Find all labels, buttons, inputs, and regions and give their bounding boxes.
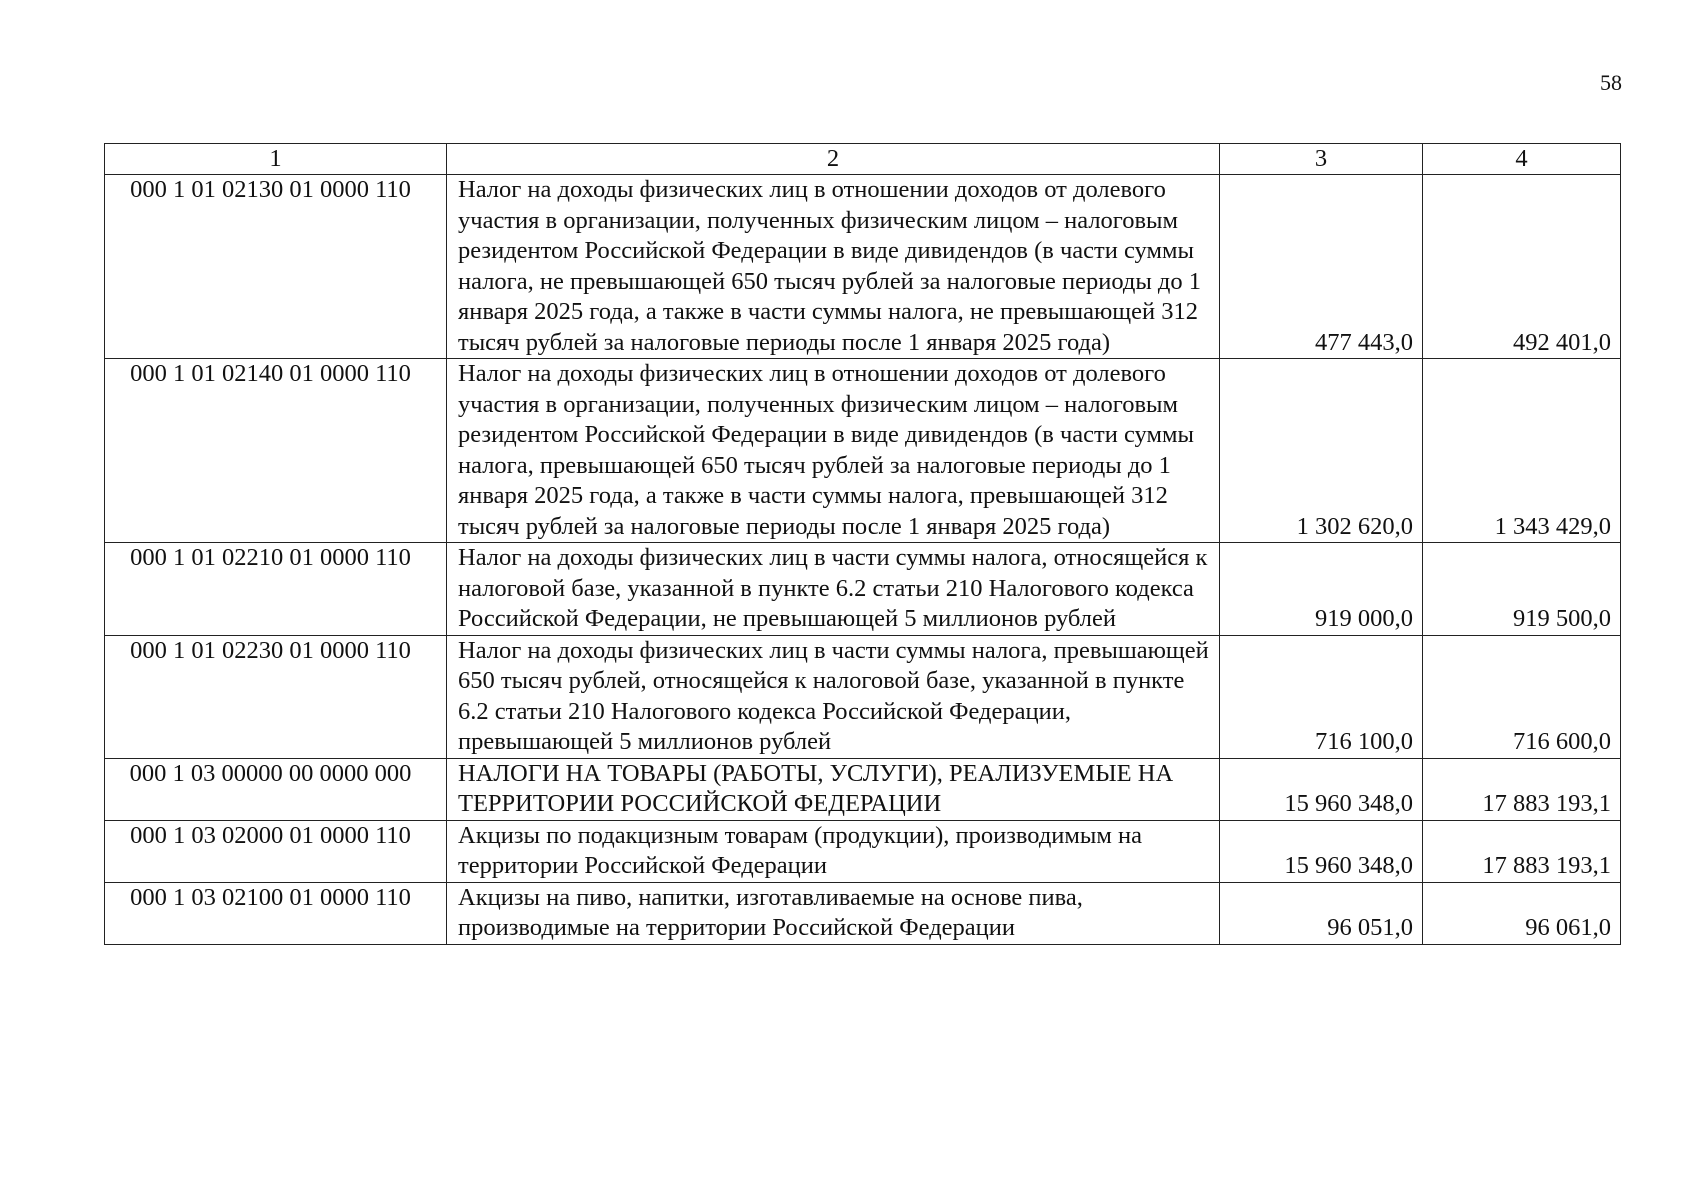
revenue-name-cell: Налог на доходы физических лиц в части суммы налога, относящейся к налоговой базе, указанной в пункте 6.2 статьи 210 Налогового кодекса Российской Федерации, не превышающей 5 миллионов рублей (447, 543, 1220, 636)
budget-code-cell: 000 1 01 02140 01 0000 110 (105, 359, 447, 543)
revenue-name-cell: Налог на доходы физических лиц в отношении доходов от долевого участия в организации, полученных физическим лицом – налоговым резидентом Российской Федерации в виде дивидендов (в части суммы налога, не превышающей 650 тысяч рублей за налоговые периоды до 1 января 2025 года, а также в части суммы налога, не превышающей 312 тысяч рублей за налоговые периоды после 1 января 2025 года) (447, 175, 1220, 359)
value-3-cell: 919 000,0 (1220, 543, 1423, 636)
value-3-cell: 96 051,0 (1220, 882, 1423, 944)
table-row (105, 543, 1621, 636)
value-3-cell: 15 960 348,0 (1220, 820, 1423, 882)
revenue-name-cell: Налог на доходы физических лиц в отношении доходов от долевого участия в организации, полученных физическим лицом – налоговым резидентом Российской Федерации в виде дивидендов (в части суммы налога, превышающей 650 тысяч рублей за налоговые периоды до 1 января 2025 года, а также в части суммы налога, превышающей 312 тысяч рублей за налоговые периоды после 1 января 2025 года) (447, 359, 1220, 543)
value-3-cell: 716 100,0 (1220, 635, 1423, 758)
revenue-name-cell: Акцизы по подакцизным товарам (продукции), производимым на территории Российской Федерации (447, 820, 1220, 882)
column-header-name: 2 (447, 144, 1220, 175)
revenue-name-cell: Налог на доходы физических лиц в части суммы налога, превышающей 650 тысяч рублей, относящейся к налоговой базе, указанной в пункте 6.2 статьи 210 Налогового кодекса Российской Федерации, превышающей 5 миллионов рублей (447, 635, 1220, 758)
column-header-code: 1 (105, 144, 447, 175)
revenue-name-cell: Акцизы на пиво, напитки, изготавливаемые на основе пива, производимые на территории Российской Федерации (447, 882, 1220, 944)
revenue-name-cell: НАЛОГИ НА ТОВАРЫ (РАБОТЫ, УСЛУГИ), РЕАЛИЗУЕМЫЕ НА ТЕРРИТОРИИ РОССИЙСКОЙ ФЕДЕРАЦИИ (447, 758, 1220, 820)
table-header-row (105, 144, 1621, 175)
value-3-cell: 477 443,0 (1220, 175, 1423, 359)
budget-code-cell: 000 1 03 02100 01 0000 110 (105, 882, 447, 944)
value-4-cell: 492 401,0 (1423, 175, 1621, 359)
value-4-cell: 17 883 193,1 (1423, 758, 1621, 820)
budget-table (104, 143, 1621, 945)
value-4-cell: 1 343 429,0 (1423, 359, 1621, 543)
page-number: 58 (1600, 70, 1622, 95)
table-row (105, 635, 1621, 758)
table-row (105, 882, 1621, 944)
budget-code-cell: 000 1 01 02230 01 0000 110 (105, 635, 447, 758)
value-3-cell: 1 302 620,0 (1220, 359, 1423, 543)
value-4-cell: 919 500,0 (1423, 543, 1621, 636)
budget-code-cell: 000 1 01 02210 01 0000 110 (105, 543, 447, 636)
budget-code-cell: 000 1 03 02000 01 0000 110 (105, 820, 447, 882)
budget-code-cell: 000 1 03 00000 00 0000 000 (105, 758, 447, 820)
column-header-value-3: 3 (1220, 144, 1423, 175)
column-header-value-4: 4 (1423, 144, 1621, 175)
value-4-cell: 716 600,0 (1423, 635, 1621, 758)
table-row (105, 820, 1621, 882)
value-3-cell: 15 960 348,0 (1220, 758, 1423, 820)
table-row (105, 359, 1621, 543)
table-row (105, 175, 1621, 359)
value-4-cell: 17 883 193,1 (1423, 820, 1621, 882)
budget-code-cell: 000 1 01 02130 01 0000 110 (105, 175, 447, 359)
value-4-cell: 96 061,0 (1423, 882, 1621, 944)
table-row (105, 758, 1621, 820)
